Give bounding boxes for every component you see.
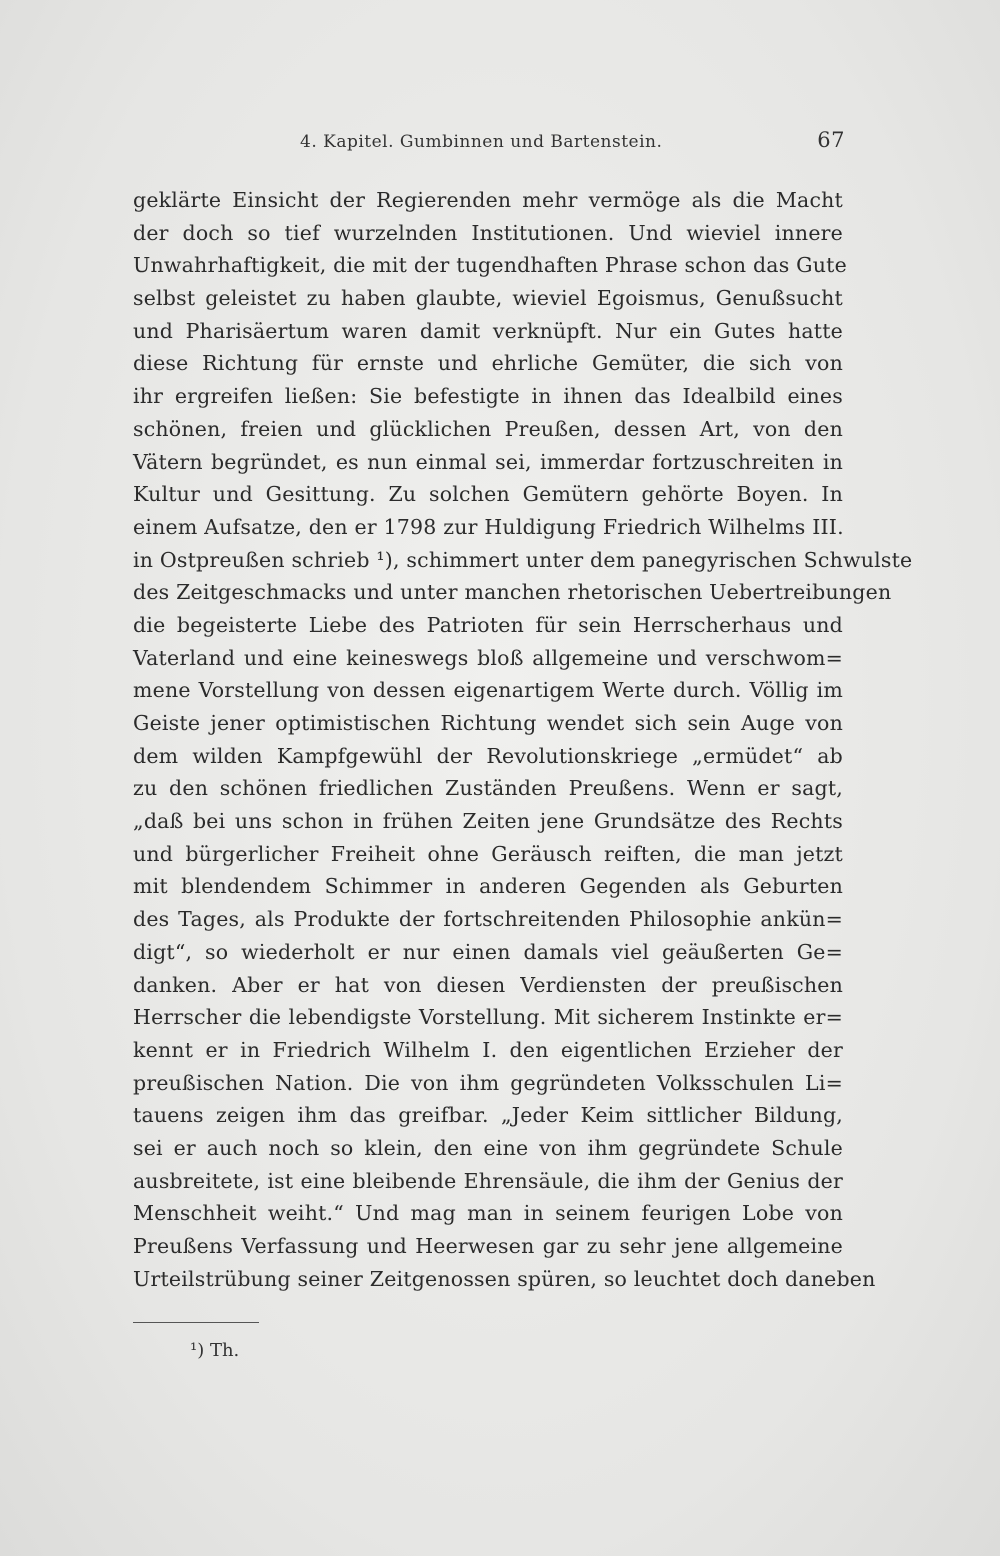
text-line: in Ostpreußen schrieb ¹), schimmert unter dem panegyrischen Schwulste (133, 547, 913, 572)
text-line: danken. Aber er hat von diesen Verdiensten der preußischen (133, 972, 843, 997)
body-text (133, 184, 913, 1295)
text-line: sei er auch noch so klein, den eine von ihm gegründete Schule (133, 1135, 843, 1160)
text-line: Geiste jener optimistischen Richtung wendet sich sein Auge von (133, 711, 843, 735)
text-line: Vaterland und eine keineswegs bloß allgemeine und verschwom= (133, 645, 843, 670)
text-line: Menschheit weiht.“ Und mag man in seinem feurigen Lobe von (133, 1201, 843, 1226)
text-line: diese Richtung für ernste und ehrliche Gemüter, die sich von (133, 351, 843, 376)
footnote: ¹) Th. (190, 1340, 240, 1361)
text-line: des Zeitgeschmacks und unter manchen rhetorischen Uebertreibungen (133, 580, 892, 605)
text-line: Preußens Verfassung und Heerwesen gar zu sehr jene allgemeine (133, 1234, 843, 1258)
text-line: Vätern begründet, es nun einmal sei, immerdar fortzuschreiten in (133, 449, 843, 474)
text-line: ausbreitete, ist eine bleibende Ehrensäule, die ihm der Genius der (133, 1168, 843, 1193)
text-line: digt“, so wiederholt er nur einen damals viel geäußerten Ge= (133, 939, 843, 964)
text-line: schönen, freien und glücklichen Preußen, dessen Art, von den (133, 416, 843, 441)
text-line: tauens zeigen ihm das greifbar. „Jeder Keim sittlicher Bildung, (133, 1103, 843, 1128)
text-line: Unwahrhaftigkeit, die mit der tugendhaften Phrase schon das Gute (133, 253, 847, 278)
text-line: selbst geleistet zu haben glaubte, wieviel Egoismus, Genußsucht (133, 286, 843, 311)
text-line: des Tages, als Produkte der fortschreitenden Philosophie ankün= (133, 907, 843, 932)
text-line: einem Aufsatze, den er 1798 zur Huldigung Friedrich Wilhelms III. (133, 514, 844, 539)
text-line: Urteilstrübung seiner Zeitgenossen spüren, so leuchtet doch daneben (133, 1266, 876, 1291)
running-head: 4. Kapitel. Gumbinnen und Bartenstein. (300, 132, 663, 152)
text-line: der doch so tief wurzelnden Institutionen. Und wieviel innere (133, 220, 843, 245)
text-line: mit blendendem Schimmer in anderen Gegenden als Geburten (133, 874, 843, 899)
text-line: Herrscher die lebendigste Vorstellung. Mit sicherem Instinkte er= (133, 1005, 843, 1030)
text-line: und Pharisäertum waren damit verknüpft. Nur ein Gutes hatte (133, 318, 843, 343)
text-line: die begeisterte Liebe des Patrioten für sein Herrscherhaus und (133, 612, 843, 637)
text-line: „daß bei uns schon in frühen Zeiten jene Grundsätze des Rechts (133, 809, 843, 834)
text-line: geklärte Einsicht der Regierenden mehr vermöge als die Macht (133, 188, 843, 212)
text-line: mene Vorstellung von dessen eigenartigem Werte durch. Völlig im (133, 678, 843, 703)
text-line: ihr ergreifen ließen: Sie befestigte in ihnen das Idealbild eines (133, 384, 843, 409)
text-line: preußischen Nation. Die von ihm gegründeten Volksschulen Li= (133, 1070, 843, 1095)
text-line: zu den schönen friedlichen Zuständen Preußens. Wenn er sagt, (133, 776, 843, 801)
text-line: und bürgerlicher Freiheit ohne Geräusch reiften, die man jetzt (133, 841, 843, 866)
page-number: 67 (817, 128, 845, 152)
footnote-rule (133, 1322, 259, 1323)
page-header (300, 128, 845, 160)
text-line: dem wilden Kampfgewühl der Revolutionskriege „ermüdet“ ab (133, 743, 843, 768)
text-line: Kultur und Gesittung. Zu solchen Gemütern gehörte Boyen. In (133, 482, 843, 507)
text-line: kennt er in Friedrich Wilhelm I. den eigentlichen Erzieher der (133, 1037, 843, 1062)
